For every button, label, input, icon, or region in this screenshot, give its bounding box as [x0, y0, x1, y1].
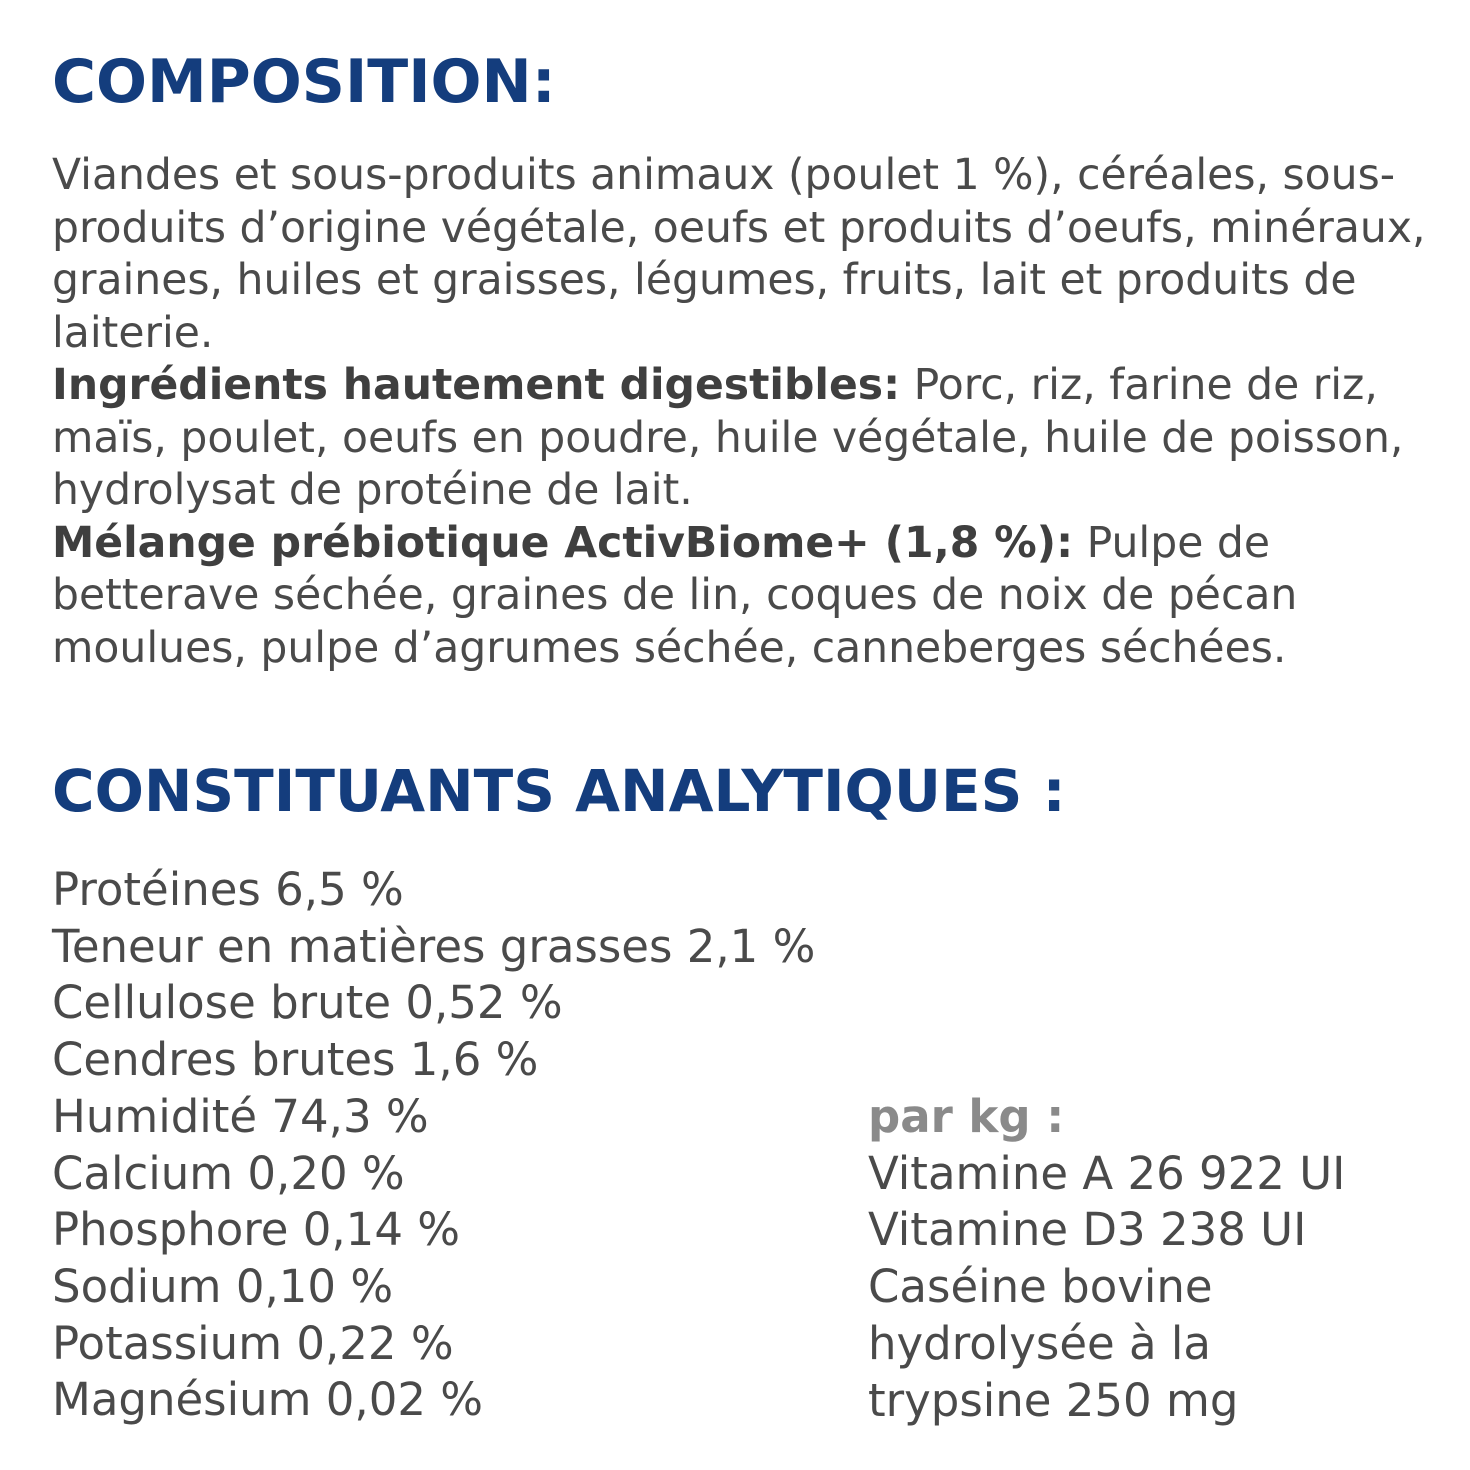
composition-heading: COMPOSITION: — [52, 47, 556, 117]
analytics-item-moisture: Humidité 74,3 % — [52, 1089, 429, 1143]
prebiotic-blend-label: Mélange prébiotique ActivBiome+ (1,8 %): — [52, 518, 1074, 568]
analytics-item-sodium: Sodium 0,10 % — [52, 1259, 394, 1313]
per-kg-casein-line-1: Caséine bovine — [868, 1260, 1213, 1314]
analytics-item-fibre: Cellulose brute 0,52 % — [52, 976, 563, 1030]
analytics-heading: CONSTITUANTS ANALYTIQUES : — [52, 757, 1066, 825]
per-kg-casein-line-2: hydrolysée à la — [868, 1316, 1211, 1370]
composition-text — [52, 150, 1457, 675]
per-kg-casein-line-3: trypsine 250 mg — [868, 1373, 1239, 1427]
analytics-item-proteins: Protéines 6,5 % — [52, 863, 404, 916]
digestible-ingredients-text: Porc, riz, farine de riz, maïs, poulet, oeufs en poudre, huile végétale, huile de poisson, hydrolysat de protéine de lait. — [52, 361, 1404, 515]
analytics-item-phosphorus: Phosphore 0,14 % — [52, 1203, 461, 1257]
digestible-ingredients-label: Ingrédients hautement digestibles: — [52, 361, 901, 410]
per-kg-title: par kg : — [868, 1090, 1065, 1143]
analytics-list — [52, 862, 815, 1429]
prebiotic-blend — [52, 518, 1457, 676]
analytics-item-potassium: Potassium 0,22 % — [52, 1316, 454, 1370]
prebiotic-blend-text: Pulpe de betterave séchée, graines de lin, coques de noix de pécan moulues, pulpe d’agrumes séchée, canneberges séchées. — [52, 518, 1298, 673]
analytics-item-ash: Cendres brutes 1,6 % — [52, 1033, 539, 1087]
per-kg-vitamin-d3: Vitamine D3 238 UI — [868, 1203, 1307, 1257]
composition-ingredients: Viandes et sous-produits animaux (poulet 1 %), céréales, sous-produits d’origine végétale, oeufs et produits d’oeufs, minéraux, graines, huiles et graisses, légumes, fruits, lait et produits de laiterie. — [52, 151, 1426, 358]
per-kg-vitamin-a: Vitamine A 26 922 UI — [868, 1146, 1346, 1200]
analytics-item-fat: Teneur en matières grasses 2,1 % — [52, 919, 816, 973]
per-kg-block — [868, 1089, 1345, 1429]
analytics-item-calcium: Calcium 0,20 % — [52, 1146, 405, 1200]
analytics-item-magnesium: Magnésium 0,02 % — [52, 1373, 484, 1427]
digestible-ingredients — [52, 360, 1457, 518]
